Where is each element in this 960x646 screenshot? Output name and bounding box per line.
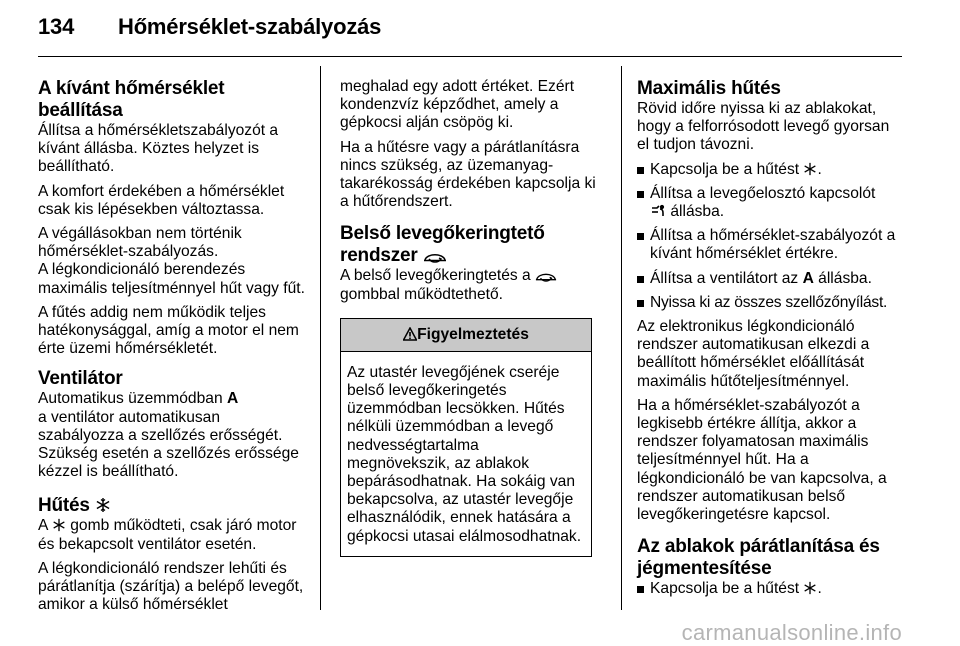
paragraph: meghalad egy adott értéket. Ezért kondenzvíz képződhet, amely a gépkocsi alján csöpög ki. [340,78,575,132]
paragraph: Az elektronikus légkondicionáló rendszer automatikusan elkezdi a beállított hőmérséklet előállítását maximális hűtőteljesítménnyel. [637,318,870,390]
snowflake-icon [52,518,66,532]
warning-body: Az utastér levegőjének cseréje belső levegőkeringetés üzemmódban lecsökken. Hűtés nélküli üzemmódban a levegő nedvességtartalma megnövekszik, az ablakok bepárásodhatnak. Ha sokáig van bekapcsolva, az utastér levegője elhasználódik, ennek hatására a gépkocsi utasai elálmosodhatnak. [347,363,582,545]
heading-max-cooling: Maximális hűtés [637,78,781,99]
text: Állítsa a ventilátort az [650,269,799,287]
column-divider-1 [320,66,321,610]
auto-symbol: A [802,269,814,287]
snowflake-icon [803,581,817,595]
column-divider-2 [621,66,622,610]
heading-desired-temperature: A kívánt hőmérséklet beállítása [38,78,225,121]
warning-box [340,318,592,557]
watermark: carmanualsonline.info [681,620,902,645]
heading-text: Hűtés [38,495,90,517]
heading-text: rendszer [340,245,418,267]
heading-text: Az ablakok párátlanítása és [637,536,880,558]
header-rule [38,56,902,57]
column-1 [38,78,310,620]
bullet-item [637,185,905,221]
page-header [38,14,381,48]
paragraph: A légkondicionáló rendszer lehűti és párátlanítja (szárítja) a belépő levegőt, amikor a külső hőmérséklet [38,559,304,614]
column-3 [637,78,905,604]
text: Kapcsolja be a hűtést [650,160,800,178]
air-distribution-icon [650,204,666,218]
paragraph: Ha a hűtésre vagy a párátlanításra nincs szükség, az üzemanyag-takarékosság érdekében kapcsolja ki a hűtőrendszert. [340,138,596,211]
bullet-item: Állítsa a hőmérséklet-szabályozót a kívánt hőmérséklet értékre. [637,227,905,263]
paragraph: Állítsa a hőmérsékletszabályozót a kívánt állásba. Köztes helyzet is beállítható. [38,122,279,176]
bullet-item: Kapcsolja be a hűtést . [637,161,905,179]
text: Kapcsolja be a hűtést [650,580,800,598]
page-title: Hőmérséklet-szabályozás [118,14,382,39]
heading-fan: Ventilátor [38,368,123,390]
paragraph-fan [38,390,310,481]
paragraph: Rövid időre nyissa ki az ablakokat, hogy a felforrósodott levegő gyorsan el tudjon távozni. [637,100,890,154]
text: gomb működteti, csak járó motor és bekapcsolt ventilátor esetén. [38,517,297,553]
paragraph: A fűtés addig nem működik teljes hatékonysággal, amíg a motor el nem érte üzemi hőmérsékletét. [38,303,299,358]
paragraph [340,267,608,303]
heading-text: Belső levegőkeringtető [340,223,545,245]
paragraph: Ha a hőmérséklet-szabályozót a legkisebb értékre állítja, akkor a rendszer folyamatosan maximális teljesítménnyel hűt. Ha a légkondicionáló be van kapcsolva, a rendszer automatikusan belső levegőkeringetésre kapcsol. [637,396,887,524]
snowflake-icon [803,162,817,176]
snowflake-icon [95,497,111,513]
text: A [38,517,48,535]
text: gombbal működtethető. [340,285,503,303]
heading-text: jégmentesítése [637,558,772,580]
auto-symbol: A [226,390,239,408]
text: állásba. [670,203,725,221]
paragraph: A végállásokban nem történik hőmérséklet-szabályozás. [38,225,242,261]
warning-triangle-icon [403,327,417,341]
heading-cooling [38,495,310,517]
text: Állítsa a levegőelosztó kapcsolót [650,184,876,202]
paragraph: A légkondicionáló berendezés maximális teljesítménnyel hűt vagy fűt. [38,261,305,297]
recirculation-icon [535,269,557,282]
text: állásba. [818,269,872,287]
bullet-item [637,270,905,288]
heading-recirculation [340,223,608,267]
warning-header [341,319,591,352]
heading-defrost [637,536,905,580]
text: Automatikus üzemmódban [38,390,223,408]
page-number: 134 [38,14,75,39]
column-2 [340,78,608,557]
bullet-item: Nyissa ki az összes szellőzőnyílást. [637,294,905,312]
bullet-item: Kapcsolja be a hűtést . [637,580,905,598]
text: a ventilátor automatikusan szabályozza a szellőzés erősségét. Szükség esetén a szellőzés erőssége kézzel is beállítható. [38,408,299,481]
paragraph [38,517,310,553]
text: A belső levegőkeringtetés a [340,267,531,285]
recirculation-icon [423,249,447,263]
warning-title: Figyelmeztetés [417,325,529,343]
paragraph: A komfort érdekében a hőmérséklet csak kis lépésekben változtassa. [38,182,285,218]
